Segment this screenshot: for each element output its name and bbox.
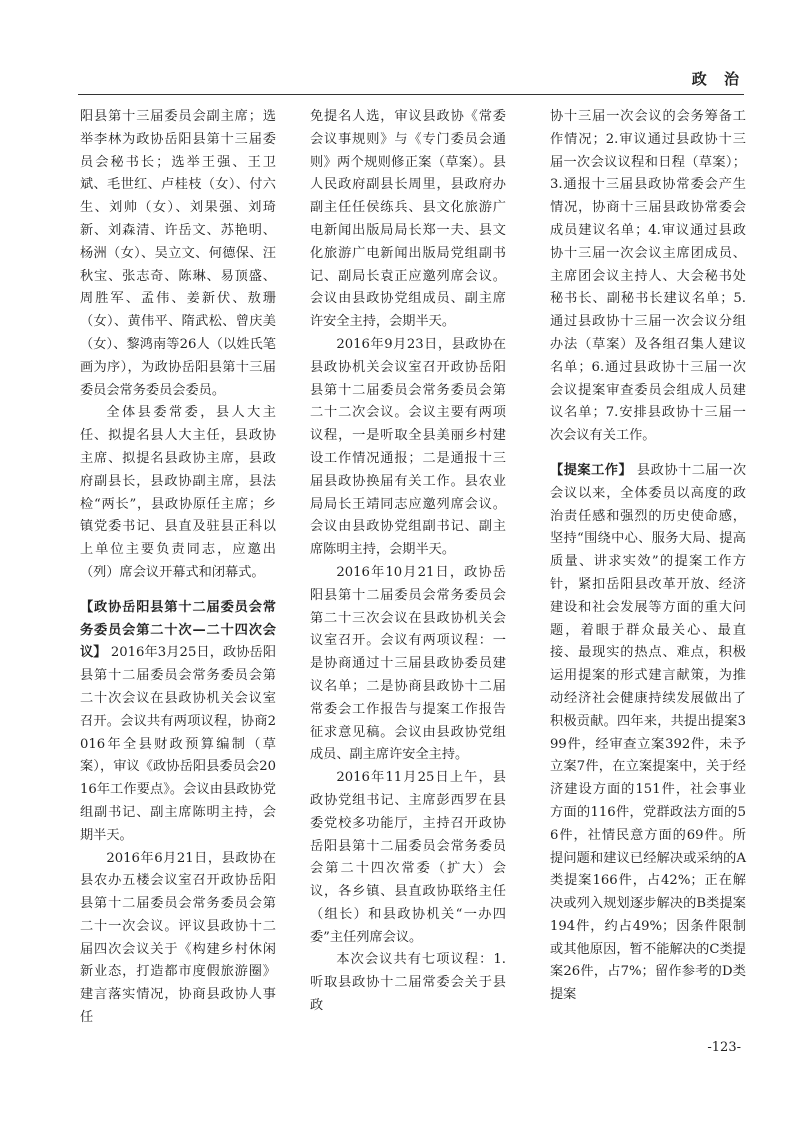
section-headline: 【提案工作】 — [550, 462, 633, 478]
paragraph-1: 阳县第十三届委员会副主席；选举李林为政协岳阳县第十三届委员会秘书长；选举王强、王卫斌、毛世红、卢桂枝（女）、付六生、刘帅（女）、刘果强、刘琦新、刘森清、许岳文、苏艳明、杨洲（女）、吴立文、何德保、汪秋宝、张志奇、陈琳、易顶盛、周胜军、孟伟、姜新伏、敖珊（女）、黄伟平、隋武松、曾庆美（女）、黎鸿南等26人（以姓氏笔画为序），为政协岳阳县第十三届委员会常务委员会委员。 — [80, 109, 276, 398]
section-body: 2016年3月25日，政协岳阳县第十二届委员会常务委员会第二十次会议在县政协机关会议室召开。会议共有两项议程，协商2016年全县财政预算编制（草案），审议《政协岳阳县委员会2016年工作要点》。会议由县政协党组副书记、副主席陈明主持，会期半天。 — [80, 645, 277, 843]
header-rule — [78, 94, 744, 95]
paragraph-3: 2016年10月21日，政协岳阳县第十二届委员会常务委员会第二十三次会议在县政协机关会议室召开。会议有两项议程：一是协商通过十三届县政协委员建议名单；二是协商县政协十二届常委会工作报告与提案工作报告征求意见稿。会议由县政协党组成员、副主席许安全主持。 — [310, 564, 506, 763]
paragraph-2 — [550, 460, 746, 1007]
section-body: 县政协十二届一次会议以来，全体委员以高度的政治责任感和强烈的历史使命感，坚持“围绕中心、服务大局、提高质量、讲求实效”的提案工作方针，紧扣岳阳县改革开放、经济建设和社会发展等方面的重大问题，着眼于群众最关心、最直接、最现实的热点、难点，积极运用提案的形式建言献策，为推动经济社会健康持续发展做出了积极贡献。四年来，共提出提案399件，经审查立案392件，未予立案7件，在立案提案中，关于经济建设方面的151件，社会事业方面的116件，党群政法方面的56件，社情民意方面的69件。所提问题和建议已经解决或采纳的A类提案166件，占42%；正在解决或列入规划逐步解决的B类提案194件，约占49%；因条件限制或其他原因，暂不能解决的C类提案26件，占7%；留作参考的D类提案 — [550, 462, 747, 1003]
page-number: -123- — [707, 1040, 741, 1055]
text-column-3 — [550, 106, 746, 1007]
paragraph-1: 协十三届一次会议的会务筹备工作情况；2.审议通过县政协十三届一次会议议程和日程（草案）；3.通报十三届县政协常委会产生情况，协商十三届县政协常委会成员建议名单；4.审议通过县政协十三届一次会议主席团成员、主席团会议主持人、大会秘书处秘书长、副秘书长建议名单；5.通过县政协十三届一次会议分组办法（草案）及各组召集人建议名单；6.通过县政协十三届一次会议提案审查委员会组成人员建议名单；7.安排县政协十三届一次会议有关工作。 — [550, 109, 746, 444]
paragraph-1: 免提名人选，审议县政协《常委会议事规则》与《专门委员会通则》两个规则修正案（草案）。县人民政府副县长周里，县政府办副主任任侯练兵、县文化旅游广电新闻出版局局长郑一夫、县文化旅游广电新闻出版局党组副书记、副局长袁正应邀列席会议。会议由县政协党组成员、副主席许安全主持，会期半天。 — [310, 109, 506, 330]
paragraph-gap — [80, 585, 276, 597]
paragraph-2: 全体县委常委，县人大主任、拟提名县人大主任，县政协主席、拟提名县政协主席，县政府副县长，县政协副主席，县法检“两长”，县政协原任主席；乡镇党委书记、县直及驻县正科以上单位主要负责同志，应邀出（列）席会议开幕式和闭幕式。 — [80, 405, 276, 580]
page-header-title: 政 治 — [691, 70, 745, 88]
paragraph-2: 2016年9月23日，县政协在县政协机关会议室召开政协岳阳县第十二届委员会常务委员会第二十二次会议。会议主要有两项议程，一是听取全县美丽乡村建设工作情况通报；二是通报十三届县政协换届有关工作。县农业局局长王靖同志应邀列席会议。会议由县政协党组副书记、副主席陈明主持，会期半天。 — [310, 336, 506, 558]
section-headline: 【政协岳阳县第十二届委员会常务委员会第二十次—二十四次会议】 — [80, 599, 276, 661]
paragraph-3 — [80, 597, 276, 848]
text-column-1 — [80, 106, 276, 1030]
paragraph-4: 2016年6月21日，县政协在县农办五楼会议室召开政协岳阳县第十二届委员会常务委员会第二十一次会议。评议县政协十二届四次会议关于《构建乡村休闲新业态，打造都市度假旅游圈》建言落实情况，协商县政协人事任 — [80, 850, 276, 1026]
paragraph-gap — [550, 448, 746, 460]
paragraph-5: 本次会议共有七项议程：1.听取县政协十二届常委会关于县政 — [310, 952, 506, 1014]
paragraph-4: 2016年11月25日上午，县政协党组书记、主席彭西罗在县委党校多功能厅，主持召开政协岳阳县第十二届委员会常务委员会第二十四次常委（扩大）会议，各乡镇、县直政协联络主任（组长）和县政协机关“一办四委”主任列席会议。 — [310, 770, 506, 945]
text-column-2 — [310, 106, 506, 1018]
